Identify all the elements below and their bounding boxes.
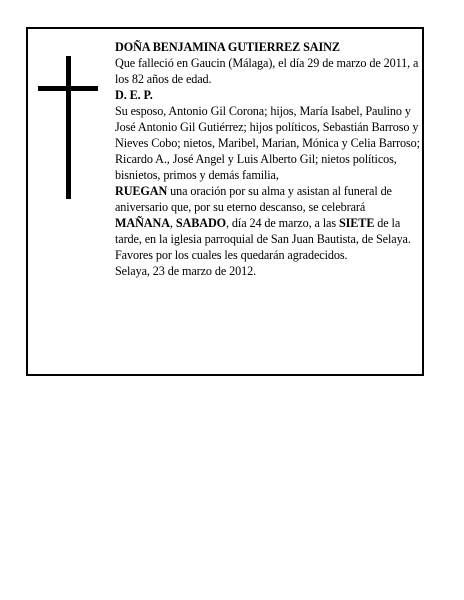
dep-line: D. E. P. [115, 88, 153, 102]
obituary-notice [26, 27, 424, 376]
deceased-name: DOÑA BENJAMINA GUTIERREZ SAINZ [115, 40, 340, 54]
cross-horizontal-bar [38, 86, 98, 91]
death-notice: Que falleció en Gaucin (Málaga), el día 29 de marzo de 2011, a los 82 años de edad. [115, 56, 419, 86]
sabado-word: SABADO [175, 216, 227, 230]
obituary-text [115, 39, 421, 279]
family-list: Su esposo, Antonio Gil Corona; hijos, María Isabel, Paulino y José Antonio Gil Gutiérrez; hijos políticos, Sebastián Barroso y Nieves Cobo; nietos, Maribel, Marian, Mónica y Celia Barroso; Ricardo A., José Angel y Luis Alberto Gil; nietos políticos, bisnietos, primos y demás familia, [115, 104, 420, 182]
manana-word: MAÑANA [115, 216, 170, 230]
request-text-1: una oración por su alma y asistan al funeral de aniversario que, por su eterno descanso, se celebrará [115, 184, 392, 214]
cross-icon [38, 56, 98, 199]
funeral-request [115, 183, 421, 263]
request-comma: , [169, 216, 176, 230]
cross-vertical-bar [66, 56, 71, 199]
siete-word: SIETE [338, 216, 375, 230]
ruegan-word: RUEGAN [115, 184, 168, 198]
date-line: Selaya, 23 de marzo de 2012. [115, 264, 257, 278]
request-text-3: de la tarde, en la iglesia parroquial de San Juan Bautista, de Selaya. Favores por los cuales les quedarán agradecidos. [115, 216, 411, 262]
request-text-2: , día 24 de marzo, a las [226, 216, 339, 230]
